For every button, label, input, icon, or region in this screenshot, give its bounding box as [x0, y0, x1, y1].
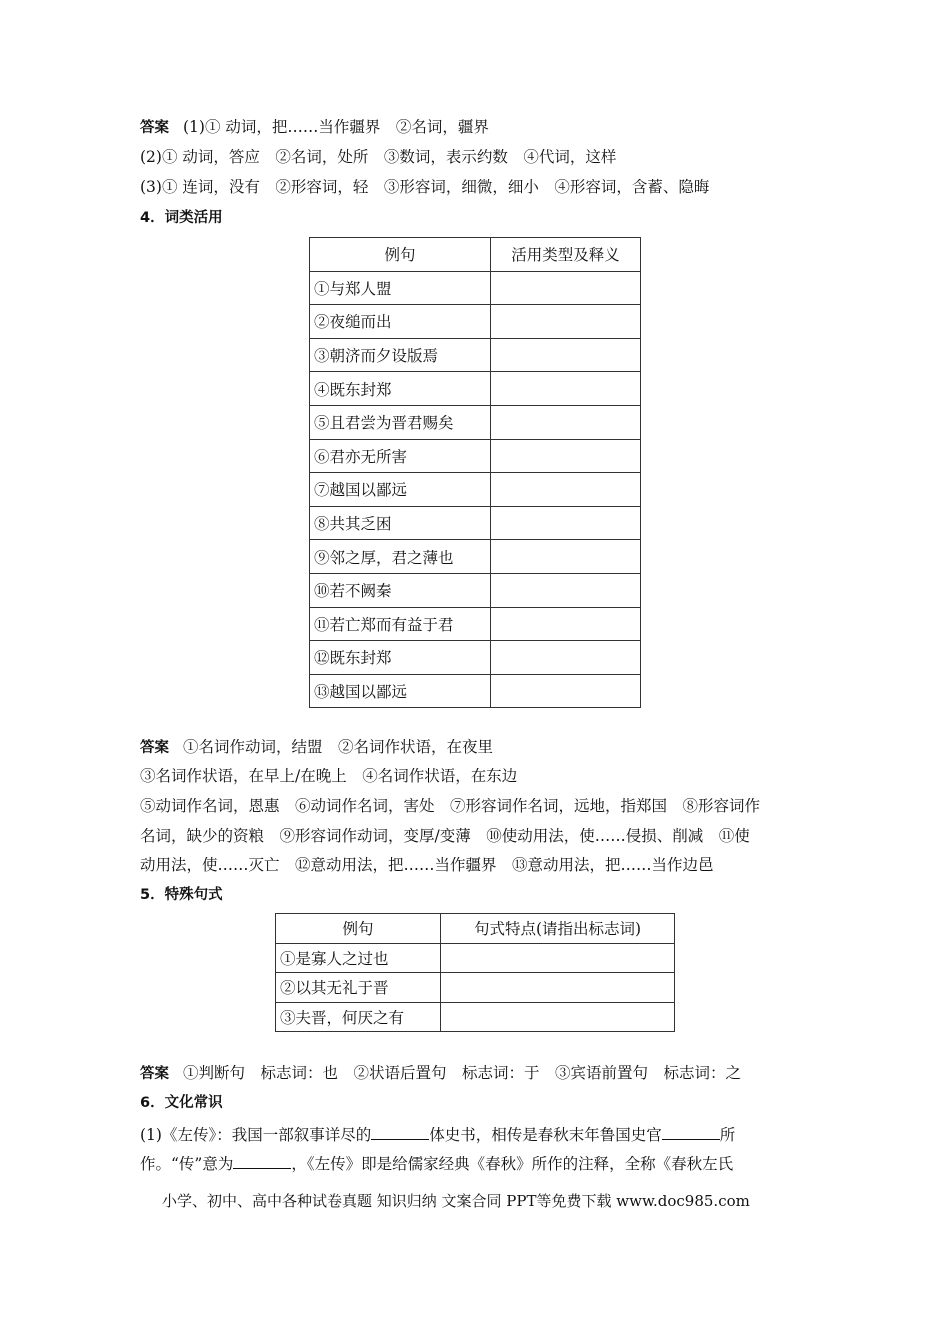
table-row	[310, 540, 641, 574]
fill-blank[interactable]	[233, 1154, 291, 1169]
table-cell-example: ③夫晋，何厌之有	[276, 1002, 441, 1032]
answer-text: ①名词作动词，结盟 ②名词作状语，在夜里	[183, 738, 494, 756]
culture-text: 体史书，相传是春秋末年鲁国史官	[429, 1126, 662, 1144]
table-cell-answer[interactable]	[491, 540, 641, 574]
table-row	[310, 305, 641, 339]
culture-line-2	[140, 1153, 733, 1175]
answer-label: 答案	[140, 1066, 169, 1082]
culture-text: (1)《左传》：我国一部叙事详尽的	[140, 1126, 372, 1144]
table-row	[310, 439, 641, 473]
table-cell-answer[interactable]	[491, 271, 641, 305]
table-row	[276, 973, 675, 1003]
culture-text: 所	[719, 1126, 736, 1144]
table-row	[310, 674, 641, 708]
answer-line-2: (2)① 动词，答应 ②名词，处所 ③数词，表示约数 ④代词，这样	[140, 148, 617, 166]
table-row	[310, 573, 641, 607]
table-cell-example: ①与郑人盟	[310, 271, 491, 305]
table-header-row	[310, 238, 641, 272]
answer-line-5: ③名词作状语，在早上/在晚上 ④名词作状语，在东边	[140, 767, 518, 785]
table-header-usage: 活用类型及释义	[491, 238, 641, 272]
table-cell-example: ②夜缒而出	[310, 305, 491, 339]
table-cell-answer[interactable]	[491, 439, 641, 473]
table-cell-answer[interactable]	[441, 973, 675, 1003]
table-header-example: 例句	[310, 238, 491, 272]
answer-text: (1)① 动词，把……当作疆界 ②名词，疆界	[183, 118, 489, 136]
table-row	[310, 641, 641, 675]
table-cell-example: ⑪若亡郑而有益于君	[310, 607, 491, 641]
table-cell-example: ⑩若不阙秦	[310, 573, 491, 607]
table-cell-answer[interactable]	[491, 607, 641, 641]
answer-line-3: (3)① 连词，没有 ②形容词，轻 ③形容词，细微，细小 ④形容词，含蓄、隐晦	[140, 178, 710, 196]
table-cell-example: ①是寡人之过也	[276, 943, 441, 973]
word-usage-table	[309, 237, 641, 708]
table-cell-example: ⑬越国以鄙远	[310, 674, 491, 708]
table-row	[310, 506, 641, 540]
table-header-pattern: 句式特点(请指出标志词)	[441, 914, 675, 944]
answer-line-9	[140, 1062, 741, 1085]
fill-blank[interactable]	[371, 1125, 429, 1140]
answer-line-4	[140, 736, 493, 759]
table-cell-answer[interactable]	[491, 573, 641, 607]
table-row	[310, 473, 641, 507]
culture-text: 作。“传”意为	[140, 1155, 234, 1173]
table-cell-example: ⑥君亦无所害	[310, 439, 491, 473]
answer-label: 答案	[140, 120, 169, 136]
section-heading-4: 4．词类活用	[140, 210, 223, 226]
table-row	[310, 607, 641, 641]
table-cell-example: ④既东封郑	[310, 372, 491, 406]
answer-text: ①判断句 标志词：也 ②状语后置句 标志词：于 ③宾语前置句 标志词：之	[183, 1064, 742, 1082]
answer-label: 答案	[140, 740, 169, 756]
table-header-row	[276, 914, 675, 944]
table-cell-answer[interactable]	[491, 473, 641, 507]
table-cell-answer[interactable]	[491, 641, 641, 675]
culture-line-1	[140, 1124, 735, 1146]
table-cell-example: ②以其无礼于晋	[276, 973, 441, 1003]
table-cell-answer[interactable]	[441, 943, 675, 973]
table-cell-example: ⑨邻之厚，君之薄也	[310, 540, 491, 574]
table-cell-example: ⑫既东封郑	[310, 641, 491, 675]
table-cell-answer[interactable]	[491, 338, 641, 372]
sentence-pattern-table	[275, 913, 675, 1032]
table-row	[276, 943, 675, 973]
table-cell-example: ⑧共其乏困	[310, 506, 491, 540]
table-row	[310, 271, 641, 305]
table-cell-answer[interactable]	[491, 372, 641, 406]
fill-blank[interactable]	[662, 1125, 720, 1140]
table-cell-example: ⑤且君尝为晋君赐矣	[310, 405, 491, 439]
table-row	[276, 1002, 675, 1032]
table-row	[310, 405, 641, 439]
table-cell-answer[interactable]	[491, 405, 641, 439]
page-footer: 小学、初中、高中各种试卷真题 知识归纳 文案合同 PPT等免费下载 www.doc985.com	[162, 1192, 750, 1210]
table-cell-answer[interactable]	[491, 506, 641, 540]
section-heading-5: 5．特殊句式	[140, 887, 223, 903]
table-row	[310, 338, 641, 372]
culture-text: ，《左传》即是给儒家经典《春秋》所作的注释，全称《春秋左氏	[291, 1155, 734, 1173]
table-cell-answer[interactable]	[491, 305, 641, 339]
answer-line-1	[140, 116, 489, 139]
table-cell-example: ⑦越国以鄙远	[310, 473, 491, 507]
table-header-example: 例句	[276, 914, 441, 944]
section-heading-6: 6．文化常识	[140, 1095, 223, 1111]
answer-line-8: 动用法，使……灭亡 ⑫意动用法，把……当作疆界 ⑬意动用法，把……当作边邑	[140, 856, 714, 874]
table-cell-answer[interactable]	[441, 1002, 675, 1032]
answer-line-6: ⑤动词作名词，恩惠 ⑥动词作名词，害处 ⑦形容词作名词，远地，指郑国 ⑧形容词作	[140, 797, 761, 815]
answer-line-7: 名词，缺少的资粮 ⑨形容词作动词，变厚/变薄 ⑩使动用法，使……侵损、削减 ⑪使	[140, 827, 750, 845]
table-cell-answer[interactable]	[491, 674, 641, 708]
table-row	[310, 372, 641, 406]
table-cell-example: ③朝济而夕设版焉	[310, 338, 491, 372]
